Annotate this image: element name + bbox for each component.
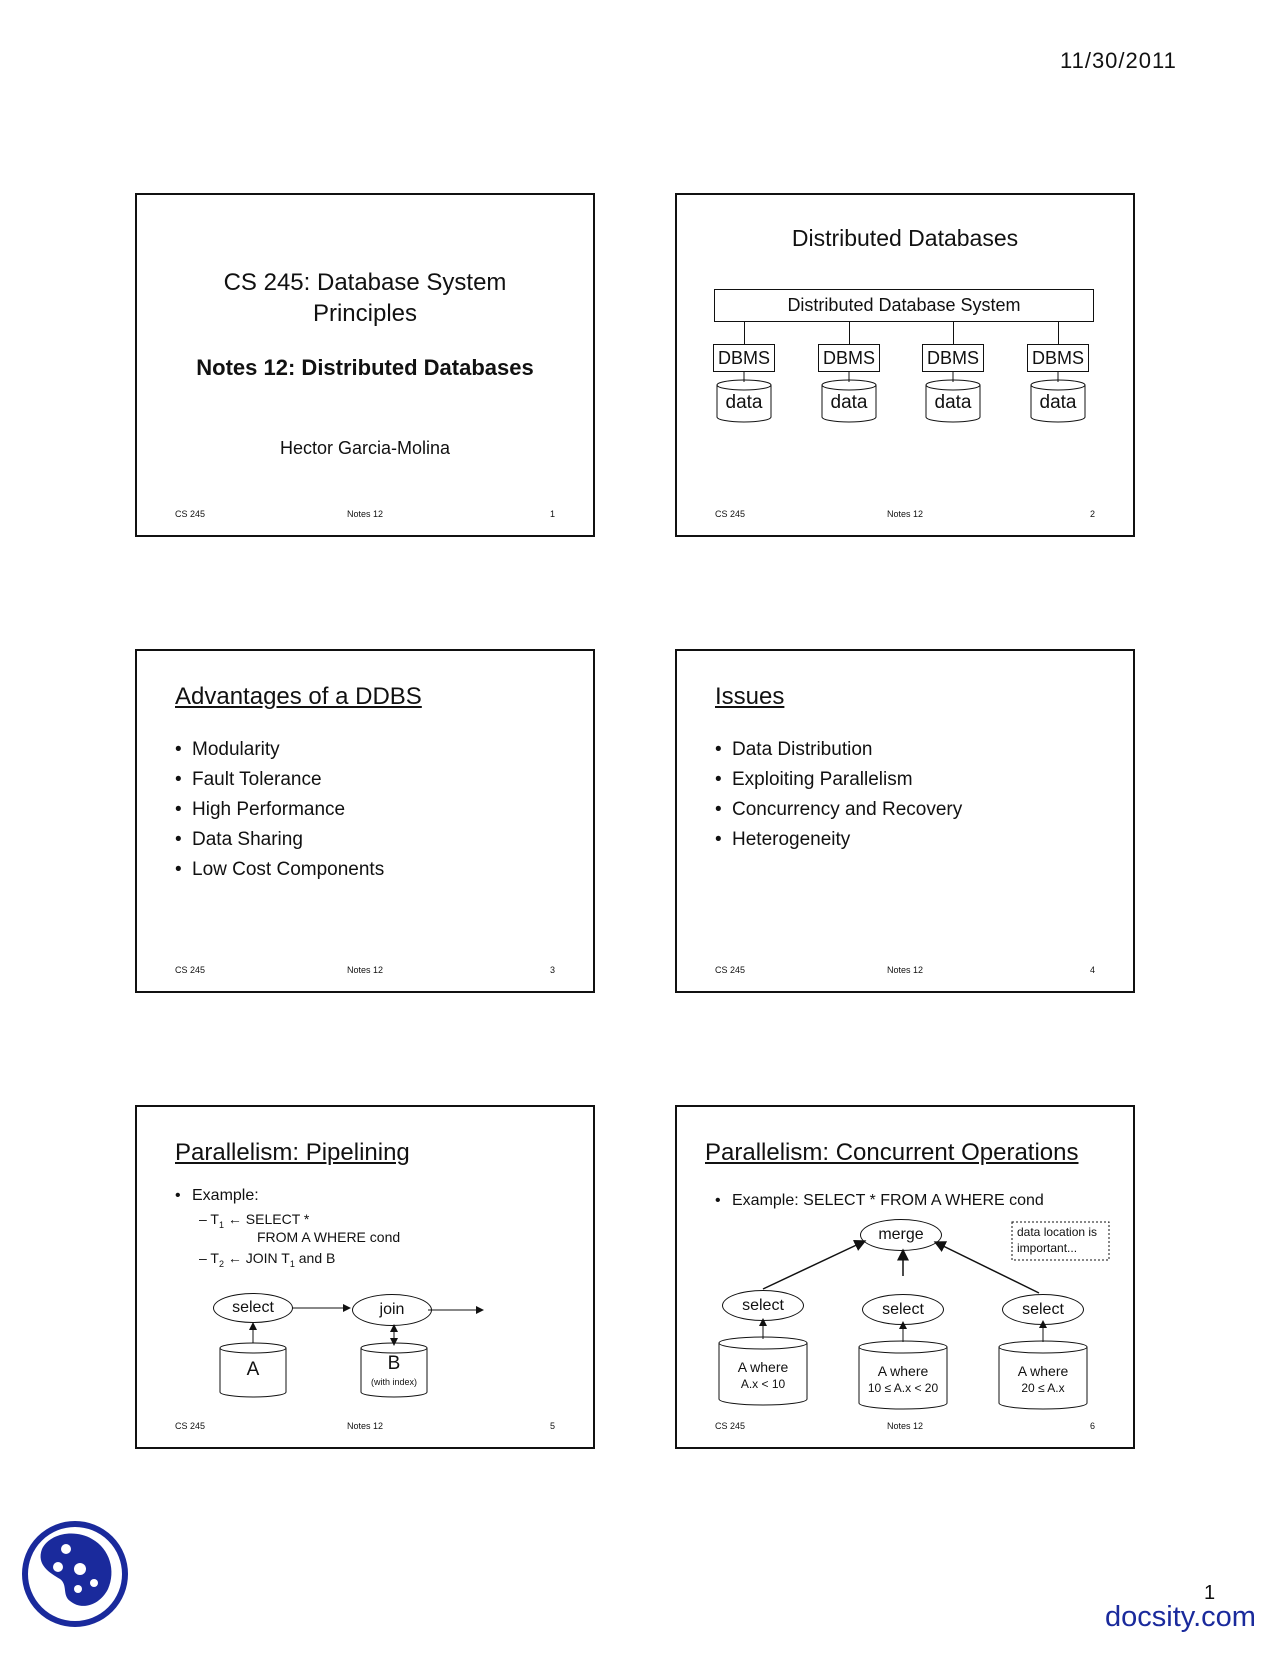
list-item: • Heterogeneity: [715, 825, 962, 855]
data-label: data: [725, 392, 763, 413]
slide-footer-page: 5: [549, 1421, 555, 1431]
select-operator: select: [1002, 1294, 1084, 1325]
pipeline-diagram: [137, 1107, 593, 1447]
slide-3: [135, 649, 595, 993]
table-b-label: B: [387, 1353, 401, 1374]
slide-5-title: Parallelism: Pipelining: [175, 1139, 410, 1166]
slide-footer-notes: Notes 12: [887, 965, 924, 975]
page-number: 1: [1204, 1582, 1216, 1604]
list-item: • Data Sharing: [175, 825, 384, 855]
slide-footer-notes: Notes 12: [347, 1421, 384, 1431]
partition-label: A where 20 ≤ A.x: [1017, 1363, 1069, 1395]
slide-footer-notes: Notes 12: [887, 1421, 924, 1431]
slide-6-title: Parallelism: Concurrent Operations: [705, 1139, 1079, 1166]
issues-list: [715, 735, 962, 855]
slide-4: [675, 649, 1135, 993]
list-item: • Low Cost Components: [175, 855, 384, 885]
docsity-logo-icon: [20, 1519, 130, 1629]
example-line: • Example: SELECT * FROM A WHERE cond: [715, 1192, 1044, 1209]
slide-footer-page: 2: [1089, 509, 1095, 519]
t2-line: – $T_2$ ← JOIN $T_1$ and B: [199, 1250, 336, 1269]
slide-1-subtitle: Notes 12: Distributed Databases: [196, 355, 534, 380]
slide-footer-course: CS 245: [715, 509, 746, 519]
slide-footer-notes: Notes 12: [887, 509, 924, 519]
slide-footer-notes: Notes 12: [347, 509, 384, 519]
t1-line: – $T_1$ ← SELECT *: [199, 1211, 310, 1230]
slide-3-title: Advantages of a DDBS: [175, 683, 422, 710]
data-label: data: [1039, 392, 1077, 413]
list-item: • High Performance: [175, 795, 384, 825]
select-operator: select: [862, 1294, 944, 1325]
slide-footer-course: CS 245: [175, 1421, 206, 1431]
with-index-label: (with index): [370, 1377, 417, 1387]
slide-footer-page: 6: [1089, 1421, 1095, 1431]
slide-5: [135, 1105, 595, 1449]
dbms-box: DBMS: [818, 344, 880, 372]
list-item: • Data Distribution: [715, 735, 962, 765]
list-item: • Modularity: [175, 735, 384, 765]
merge-operator: merge: [860, 1219, 942, 1251]
slide-footer-page: 3: [549, 965, 555, 975]
slide-1: [135, 193, 595, 537]
dbms-box: DBMS: [922, 344, 984, 372]
slide-2-title: Distributed Databases: [791, 225, 1019, 251]
select-operator: select: [213, 1293, 293, 1323]
slide-1-author: Hector Garcia-Molina: [279, 438, 451, 458]
slide-1-title: CS 245: Database System Principles: [223, 269, 507, 327]
advantages-list: [175, 735, 384, 885]
dbms-box: DBMS: [1027, 344, 1089, 372]
list-item: • Fault Tolerance: [175, 765, 384, 795]
join-operator: join: [352, 1294, 432, 1326]
partition-label: A where A.x < 10: [737, 1359, 789, 1391]
list-item: • Concurrency and Recovery: [715, 795, 962, 825]
dbms-box: DBMS: [713, 344, 775, 372]
slide-footer-page: 4: [1089, 965, 1095, 975]
slide-footer-page: 1: [549, 509, 555, 519]
slide-footer-course: CS 245: [175, 965, 206, 975]
slide-footer-course: CS 245: [715, 1421, 746, 1431]
data-cylinders: [677, 195, 1133, 535]
slide-footer-notes: Notes 12: [347, 965, 384, 975]
slide-2: [675, 193, 1135, 537]
ddbs-system-box: Distributed Database System: [714, 289, 1094, 322]
list-item: • Exploiting Parallelism: [715, 765, 962, 795]
slide-6: [675, 1105, 1135, 1449]
docsity-brand[interactable]: docsity.com: [1105, 1601, 1256, 1633]
data-label: data: [830, 392, 868, 413]
slide-footer-course: CS 245: [175, 509, 206, 519]
example-label: • Example:: [175, 1187, 259, 1204]
table-a-label: A: [246, 1359, 260, 1380]
data-location-note: data location is important...: [1017, 1225, 1098, 1255]
slide-footer-course: CS 245: [715, 965, 746, 975]
slide-4-title: Issues: [715, 683, 785, 710]
data-label: data: [934, 392, 972, 413]
document-date: 11/30/2011: [1060, 48, 1177, 73]
partition-label: A where 10 ≤ A.x < 20: [867, 1363, 939, 1395]
select-operator: select: [722, 1290, 804, 1321]
t1-line-2: FROM A WHERE cond: [257, 1229, 401, 1245]
